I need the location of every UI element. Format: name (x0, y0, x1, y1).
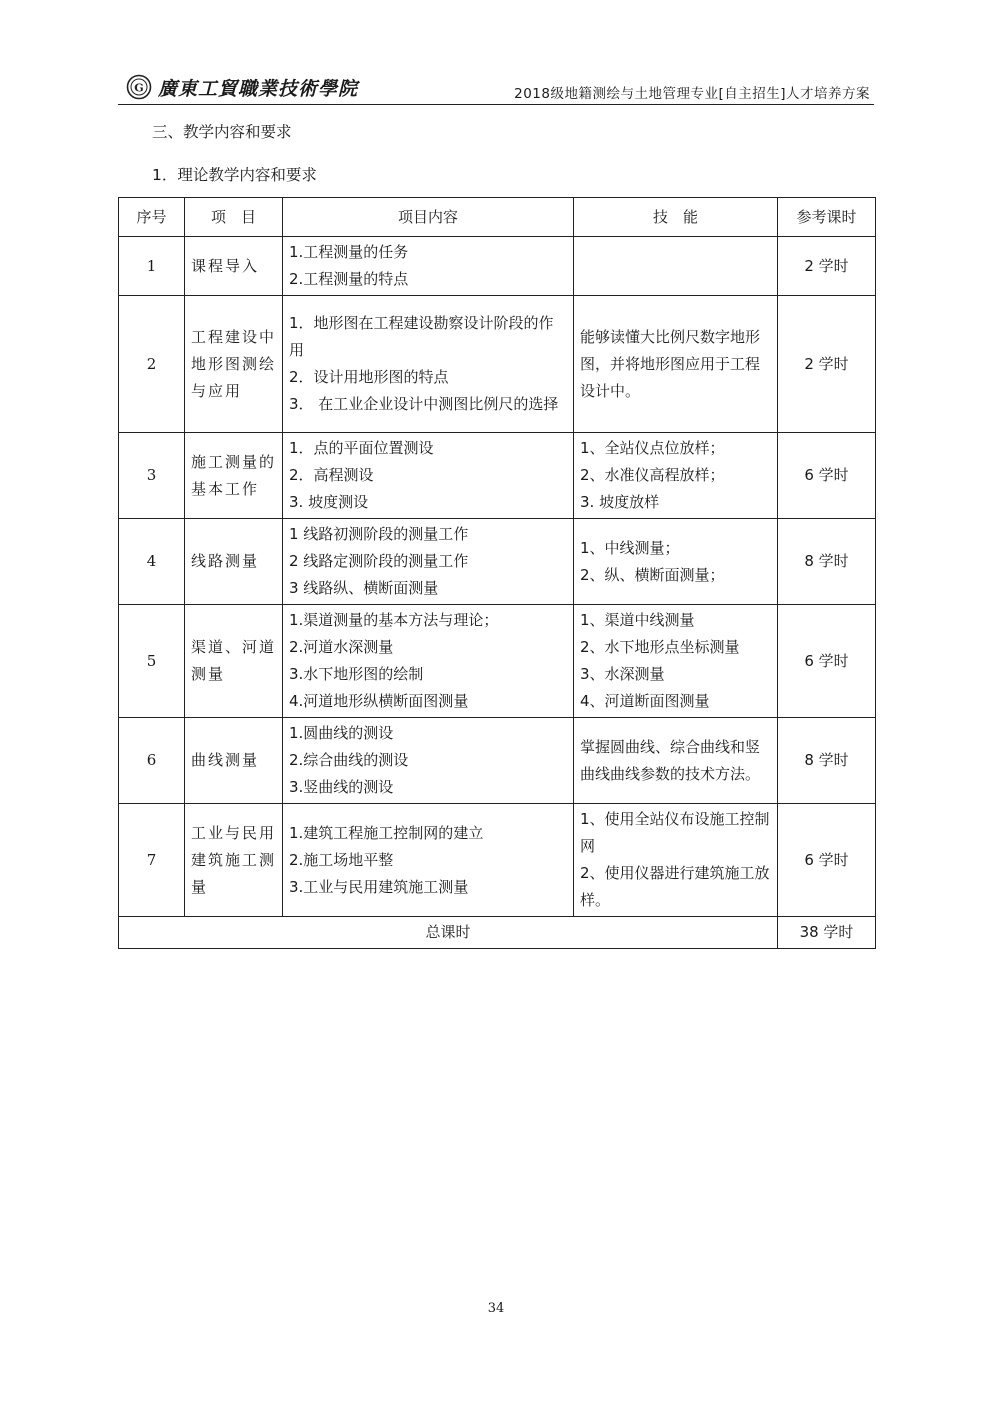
table-row (119, 237, 876, 296)
table-row (119, 519, 876, 605)
skill-line: 2、水下地形点坐标测量 (580, 638, 740, 656)
table-row (119, 433, 876, 519)
row-content (283, 804, 574, 917)
row-content (283, 605, 574, 718)
content-line: 3. 坡度测设 (289, 493, 369, 511)
row-project: 曲线测量 (185, 718, 283, 804)
total-hours: 38 学时 (778, 917, 876, 949)
total-row (119, 917, 876, 949)
row-skills (574, 519, 778, 605)
row-content (283, 718, 574, 804)
content-line: 3.工业与民用建筑施工测量 (289, 877, 469, 896)
content-line: 1 线路初测阶段的测量工作 (289, 525, 469, 543)
row-project: 工业与民用建筑施工测量 (185, 804, 283, 917)
content-line: 1.建筑工程施工控制网的建立 (289, 823, 484, 842)
table-header-row (119, 198, 876, 237)
row-hours: 6 学时 (778, 433, 876, 519)
skill-line: 掌握圆曲线、综合曲线和竖曲线曲线参数的技术方法。 (580, 737, 761, 783)
curriculum-table (118, 197, 876, 949)
skill-line: 3、水深测量 (580, 665, 665, 683)
row-skills (574, 296, 778, 433)
skill-line: 2、使用仪器进行建筑施工放样。 (580, 864, 770, 909)
row-number: 4 (119, 519, 185, 605)
subsection-heading: 1．理论教学内容和要求 (152, 166, 317, 184)
table-row (119, 605, 876, 718)
page-number: 34 (487, 1301, 505, 1316)
content-line: 3． 在工业企业设计中测图比例尺的选择 (289, 395, 559, 413)
school-name: 廣東工貿職業技術學院 (158, 78, 359, 100)
content-line: 3 线路纵、横断面测量 (289, 579, 439, 597)
row-hours: 6 学时 (778, 804, 876, 917)
row-project: 线路测量 (185, 519, 283, 605)
svg-text:G: G (134, 81, 144, 95)
table-row (119, 718, 876, 804)
row-content (283, 237, 574, 296)
row-number: 5 (119, 605, 185, 718)
total-label: 总课时 (119, 917, 778, 949)
content-line: 1．地形图在工程建设勘察设计阶段的作用 (289, 314, 554, 359)
skill-line: 1、中线测量； (580, 538, 680, 557)
skill-line: 4、河道断面图测量 (580, 692, 710, 710)
header-num: 序号 (119, 198, 185, 237)
row-number: 7 (119, 804, 185, 917)
row-content (283, 519, 574, 605)
content-line: 2 线路定测阶段的测量工作 (289, 552, 469, 570)
row-project: 施工测量的基本工作 (185, 433, 283, 519)
skill-line: 2、纵、横断面测量； (580, 565, 725, 584)
skill-line: 1、使用全站仪布设施工控制网 (580, 810, 770, 855)
content-line: 2.施工场地平整 (289, 850, 394, 869)
table-row (119, 296, 876, 433)
content-line: 2．高程测设 (289, 466, 374, 484)
skill-line: 1、全站仪点位放样； (580, 439, 725, 457)
content-line: 4.河道地形纵横断面图测量 (289, 692, 469, 710)
header-project: 项 目 (185, 198, 283, 237)
skill-line: 2、水准仪高程放样； (580, 466, 725, 484)
row-skills (574, 804, 778, 917)
row-content (283, 296, 574, 433)
section-heading: 三、教学内容和要求 (152, 123, 292, 141)
content-line: 1.圆曲线的测设 (289, 724, 394, 742)
skill-line: 1、渠道中线测量 (580, 611, 695, 629)
content-line: 3.竖曲线的测设 (289, 778, 394, 796)
row-project: 课程导入 (185, 237, 283, 296)
row-hours: 2 学时 (778, 237, 876, 296)
row-skills (574, 718, 778, 804)
row-skills (574, 605, 778, 718)
header-skills: 技 能 (574, 198, 778, 237)
content-line: 1．点的平面位置测设 (289, 439, 434, 457)
skill-line: 能够读懂大比例尺数字地形图，并将地形图应用于工程设计中。 (580, 327, 761, 400)
content-line: 1.渠道测量的基本方法与理论； (289, 611, 499, 629)
row-content (283, 433, 574, 519)
row-number: 1 (119, 237, 185, 296)
row-skills (574, 237, 778, 296)
content-line: 2.工程测量的特点 (289, 270, 409, 288)
school-logo-icon (126, 74, 152, 100)
table-row (119, 804, 876, 917)
row-hours: 6 学时 (778, 605, 876, 718)
row-number: 6 (119, 718, 185, 804)
content-line: 3.水下地形图的绘制 (289, 665, 424, 683)
skill-line: 3. 坡度放样 (580, 493, 660, 511)
content-line: 2.综合曲线的测设 (289, 751, 409, 769)
header-hours: 参考课时 (778, 198, 876, 237)
content-line: 2.河道水深测量 (289, 638, 394, 656)
row-hours: 8 学时 (778, 519, 876, 605)
page-header (118, 72, 874, 105)
row-hours: 2 学时 (778, 296, 876, 433)
table-body (119, 237, 876, 917)
row-number: 3 (119, 433, 185, 519)
row-number: 2 (119, 296, 185, 433)
document-title: 2018级地籍测绘与土地管理专业[自主招生]人才培养方案 (514, 86, 870, 102)
row-project: 工程建设中地形图测绘与应用 (185, 296, 283, 433)
content-line: 1.工程测量的任务 (289, 243, 409, 261)
row-hours: 8 学时 (778, 718, 876, 804)
header-content: 项目内容 (283, 198, 574, 237)
content-line: 2．设计用地形图的特点 (289, 368, 449, 386)
row-skills (574, 433, 778, 519)
row-project: 渠道、河道测量 (185, 605, 283, 718)
